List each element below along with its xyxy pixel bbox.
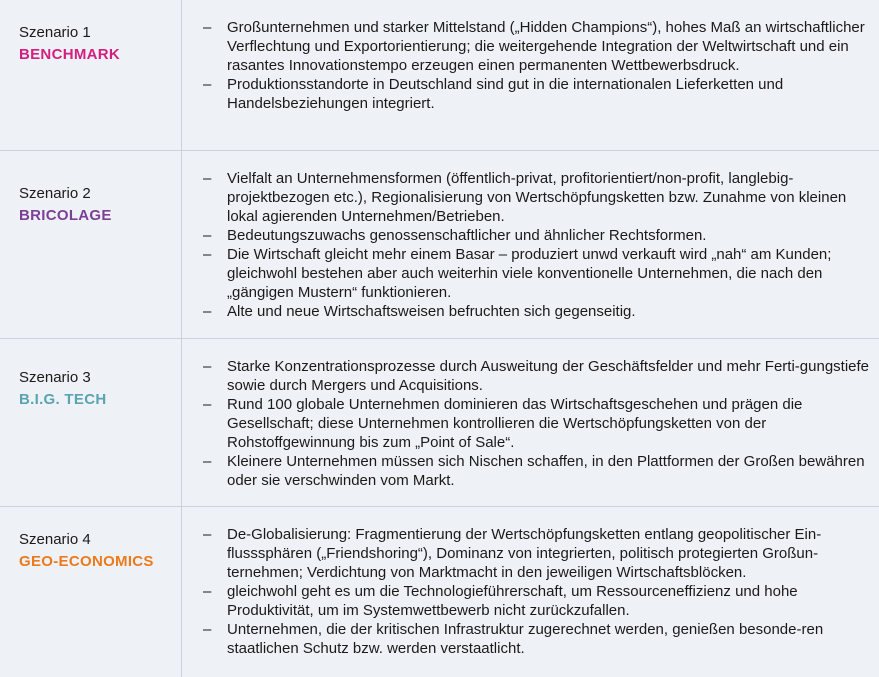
- scenario-row-4: [0, 507, 879, 677]
- dash-bullet-icon: –: [203, 246, 212, 263]
- dash-bullet-icon: –: [203, 453, 212, 470]
- list-item: – De-Globalisierung: Fragmentierung der Wertschöpfungsketten entlang geopolitischer Ein-flusssphären („Friendshoring“), Dominanz von integrierten, politisch protegierten Großun-ternehmen; Verdichtung von Marktmacht in den jeweiligen Wirtschaftsblöcken.: [203, 526, 822, 581]
- list-item: – Kleinere Unternehmen müssen sich Nischen schaffen, in den Plattformen der Großen bewähren oder sie verschwinden vom Markt.: [203, 453, 865, 489]
- dash-bullet-icon: –: [203, 19, 212, 36]
- scenario-row-3: [0, 339, 879, 507]
- list-item: – Produktionsstandorte in Deutschland sind gut in die internationalen Lieferketten und Handelsbeziehungen integriert.: [203, 76, 784, 112]
- scenario-label-cell: [0, 151, 182, 338]
- dash-bullet-icon: –: [203, 227, 212, 244]
- scenario-label-cell: [0, 507, 182, 677]
- dash-bullet-icon: –: [203, 170, 212, 187]
- scenario-label-cell: [0, 339, 182, 506]
- scenario-name: BENCHMARK: [19, 46, 121, 63]
- scenario-row-2: [0, 151, 879, 339]
- dash-bullet-icon: –: [203, 526, 212, 543]
- dash-bullet-icon: –: [203, 583, 212, 600]
- scenario-description: [182, 151, 879, 338]
- scenario-number: Szenario 3: [19, 369, 91, 386]
- scenario-number: Szenario 4: [19, 531, 91, 548]
- list-item: – Vielfalt an Unternehmensformen (öffentlich-privat, profitorientiert/non-profit, langlebig-projektbezogen etc.), Regionalisierung von Wertschöpfungsketten bzw. Zunahme von kleinen lokal agierenden Unternehmen/Betrieben.: [203, 170, 847, 225]
- scenario-label-cell: [0, 0, 182, 150]
- scenario-number: Szenario 2: [19, 185, 91, 202]
- scenario-row-1: [0, 0, 879, 151]
- list-item: – gleichwohl geht es um die Technologieführerschaft, um Ressourceneffizienz und hohe Produktivität, um im Systemwettbewerb nicht zurückzufallen.: [203, 583, 798, 619]
- dash-bullet-icon: –: [203, 76, 212, 93]
- bullet-list: [203, 525, 869, 658]
- bullet-list: [203, 357, 869, 490]
- bullet-list: [203, 18, 869, 113]
- dash-bullet-icon: –: [203, 396, 212, 413]
- bullet-list: [203, 169, 869, 321]
- scenario-name: B.I.G. TECH: [19, 391, 107, 408]
- dash-bullet-icon: –: [203, 303, 212, 320]
- scenario-description: [182, 0, 879, 150]
- list-item: – Alte und neue Wirtschaftsweisen befruchten sich gegenseitig.: [203, 303, 636, 320]
- scenario-name: GEO-ECONOMICS: [19, 553, 154, 570]
- list-item: – Bedeutungszuwachs genossenschaftlicher und ähnlicher Rechtsformen.: [203, 227, 707, 244]
- scenario-description: [182, 339, 879, 506]
- dash-bullet-icon: –: [203, 621, 212, 638]
- list-item: – Rund 100 globale Unternehmen dominieren das Wirtschaftsgeschehen und prägen die Gesellschaft; diese Unternehmen kontrollieren die Wertschöpfungsketten von der Rohstoffgewinnung bis zum „Point of Sale“.: [203, 396, 803, 451]
- dash-bullet-icon: –: [203, 358, 212, 375]
- list-item: – Die Wirtschaft gleicht mehr einem Basar – produziert unwd verkauft wird „nah“ am Kunden; gleichwohl bestehen aber auch weiterhin viele konventionelle Unternehmen, die nach den „gängigen Mustern“ funktionieren.: [203, 246, 832, 301]
- list-item: – Großunternehmen und starker Mittelstand („Hidden Champions“), hohes Maß an wirtschaftlicher Verflechtung und Exportorientierung; die weitergehende Integration der Weltwirtschaft und ein rasantes Innovationstempo erzeugen einen permanenten Wettbewerbsdruck.: [203, 19, 865, 74]
- list-item: – Starke Konzentrationsprozesse durch Ausweitung der Geschäftsfelder und mehr Ferti-gungstiefe sowie durch Mergers und Acquisitions.: [203, 358, 870, 394]
- scenario-description: [182, 507, 879, 677]
- scenario-name: BRICOLAGE: [19, 207, 112, 224]
- list-item: – Unternehmen, die der kritischen Infrastruktur zugerechnet werden, genießen besonde-ren staatlichen Schutz bzw. werden verstaatlicht.: [203, 621, 824, 657]
- scenario-number: Szenario 1: [19, 24, 91, 41]
